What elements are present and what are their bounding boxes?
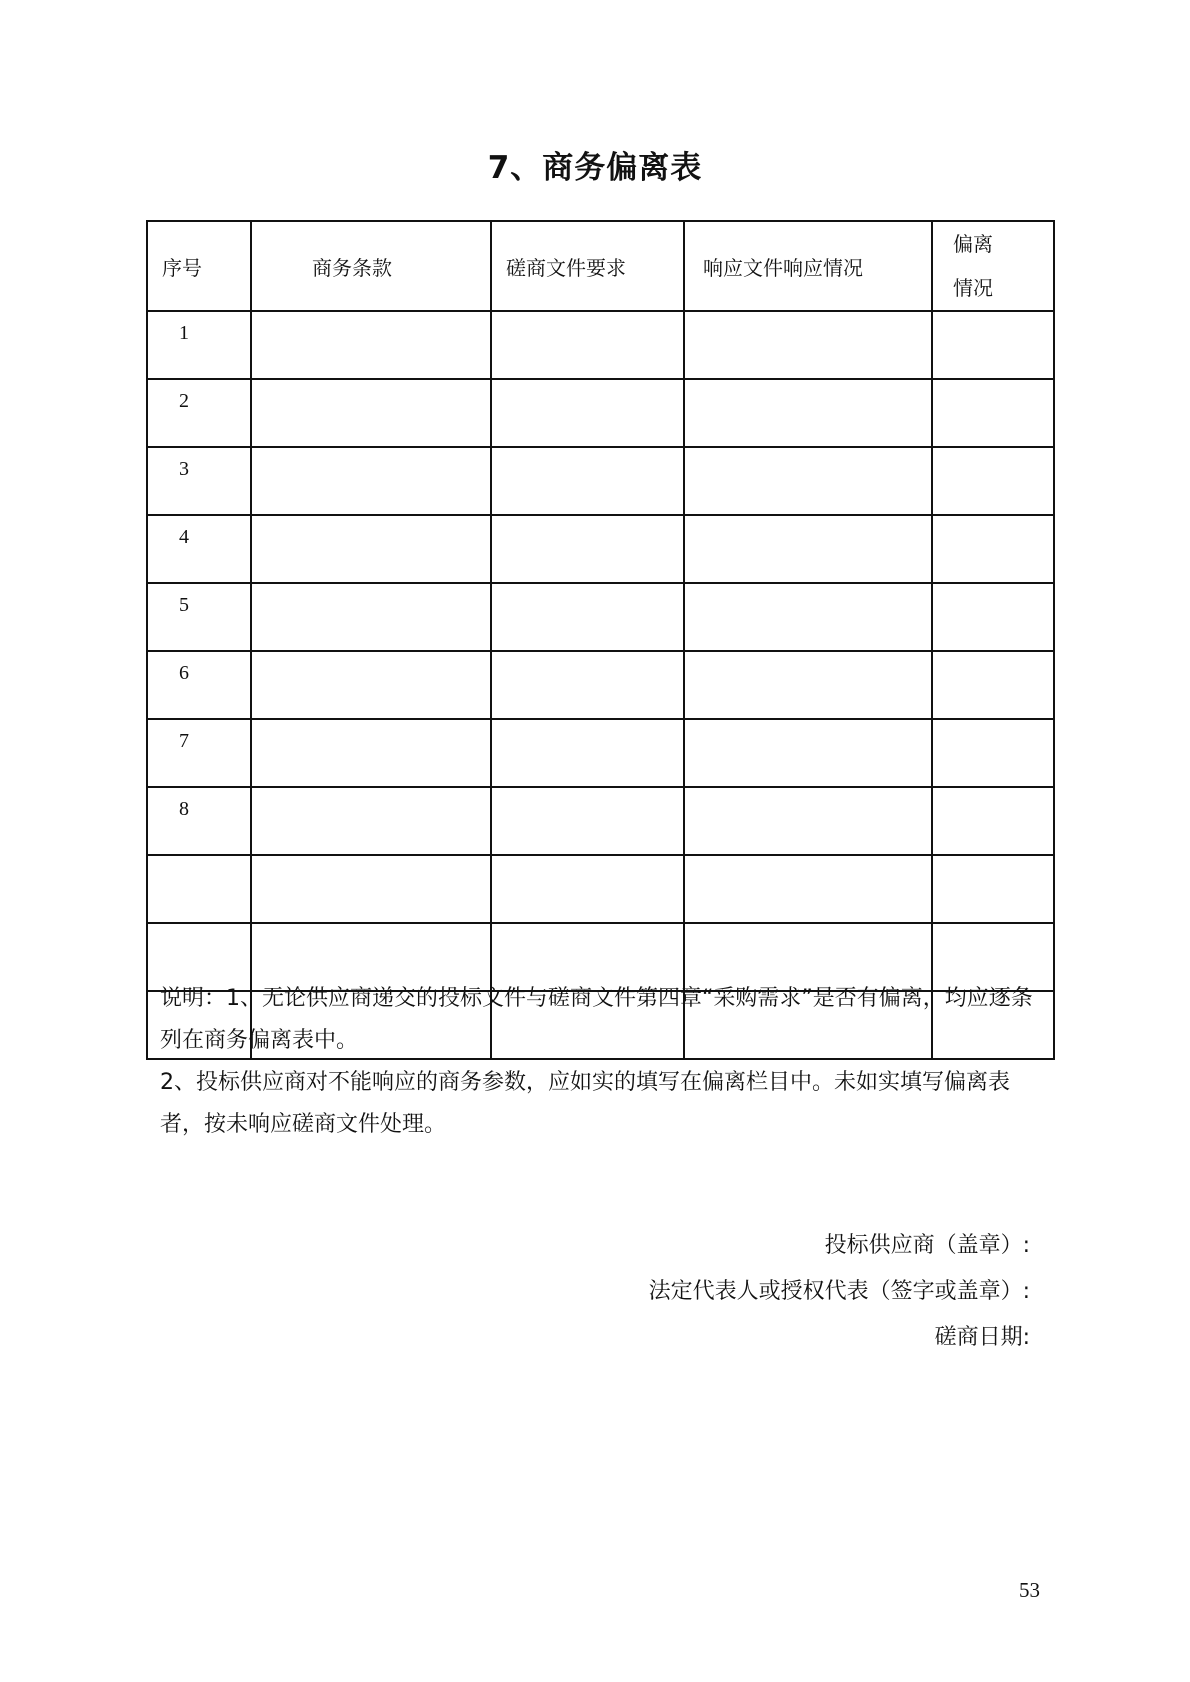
table-row	[147, 515, 1054, 583]
response-cell[interactable]	[684, 583, 932, 651]
response-cell[interactable]	[684, 311, 932, 379]
table-row	[147, 583, 1054, 651]
page-title: 7、商务偏离表	[487, 150, 703, 186]
clause-cell[interactable]	[251, 515, 491, 583]
clause-cell[interactable]	[251, 379, 491, 447]
deviation-cell[interactable]	[932, 787, 1054, 855]
row-seq: 3	[147, 447, 251, 515]
requirement-cell[interactable]	[491, 447, 684, 515]
response-cell[interactable]	[684, 379, 932, 447]
header-deviation	[932, 221, 1054, 311]
response-cell[interactable]	[684, 719, 932, 787]
supplier-seal-label: 投标供应商（盖章）:	[824, 1233, 1030, 1258]
date-label: 磋商日期:	[934, 1325, 1030, 1350]
requirement-cell[interactable]	[491, 311, 684, 379]
notes	[160, 978, 1050, 1146]
table-row	[147, 855, 1054, 923]
clause-cell[interactable]	[251, 719, 491, 787]
clause-cell[interactable]	[251, 447, 491, 515]
header-requirement: 磋商文件要求	[491, 221, 684, 311]
table-row	[147, 719, 1054, 787]
header-deviation-line1: 偏离	[953, 232, 993, 256]
clause-cell[interactable]	[251, 583, 491, 651]
page-number: 53	[1019, 1578, 1040, 1602]
deviation-cell[interactable]	[932, 719, 1054, 787]
table-header-row	[147, 221, 1054, 311]
header-seq: 序号	[147, 221, 251, 311]
response-cell[interactable]	[684, 447, 932, 515]
deviation-cell[interactable]	[932, 515, 1054, 583]
requirement-cell[interactable]	[491, 787, 684, 855]
requirement-cell[interactable]	[491, 583, 684, 651]
header-deviation-line2: 情况	[953, 276, 993, 300]
note-1: 说明：1、无论供应商递交的投标文件与磋商文件第四章“采购需求”是否有偏离，均应逐条列在商务偏离表中。	[160, 986, 1033, 1053]
header-response: 响应文件响应情况	[684, 221, 932, 311]
requirement-cell[interactable]	[491, 379, 684, 447]
clause-cell[interactable]	[251, 651, 491, 719]
row-seq: 6	[147, 651, 251, 719]
deviation-cell[interactable]	[932, 311, 1054, 379]
row-seq: 8	[147, 787, 251, 855]
table-row	[147, 447, 1054, 515]
clause-cell[interactable]	[251, 311, 491, 379]
deviation-cell[interactable]	[932, 447, 1054, 515]
deviation-cell[interactable]	[932, 583, 1054, 651]
note-2: 2、投标供应商对不能响应的商务参数，应如实的填写在偏离栏目中。未如实填写偏离表者，按未响应磋商文件处理。	[160, 1070, 1010, 1137]
clause-cell[interactable]	[251, 787, 491, 855]
row-seq	[147, 855, 251, 923]
row-seq: 2	[147, 379, 251, 447]
response-cell[interactable]	[684, 855, 932, 923]
requirement-cell[interactable]	[491, 719, 684, 787]
requirement-cell[interactable]	[491, 651, 684, 719]
header-clause: 商务条款	[251, 221, 491, 311]
table-row	[147, 311, 1054, 379]
table-row	[147, 651, 1054, 719]
requirement-cell[interactable]	[491, 855, 684, 923]
deviation-table	[146, 220, 1055, 1060]
response-cell[interactable]	[684, 651, 932, 719]
clause-cell[interactable]	[251, 855, 491, 923]
table-row	[147, 787, 1054, 855]
deviation-cell[interactable]	[932, 855, 1054, 923]
row-seq: 5	[147, 583, 251, 651]
signature-block	[649, 1223, 1030, 1361]
deviation-cell[interactable]	[932, 379, 1054, 447]
deviation-cell[interactable]	[932, 651, 1054, 719]
requirement-cell[interactable]	[491, 515, 684, 583]
representative-sign-label: 法定代表人或授权代表（签字或盖章）:	[648, 1279, 1030, 1304]
row-seq: 4	[147, 515, 251, 583]
response-cell[interactable]	[684, 515, 932, 583]
response-cell[interactable]	[684, 787, 932, 855]
row-seq: 7	[147, 719, 251, 787]
table-row	[147, 379, 1054, 447]
row-seq: 1	[147, 311, 251, 379]
